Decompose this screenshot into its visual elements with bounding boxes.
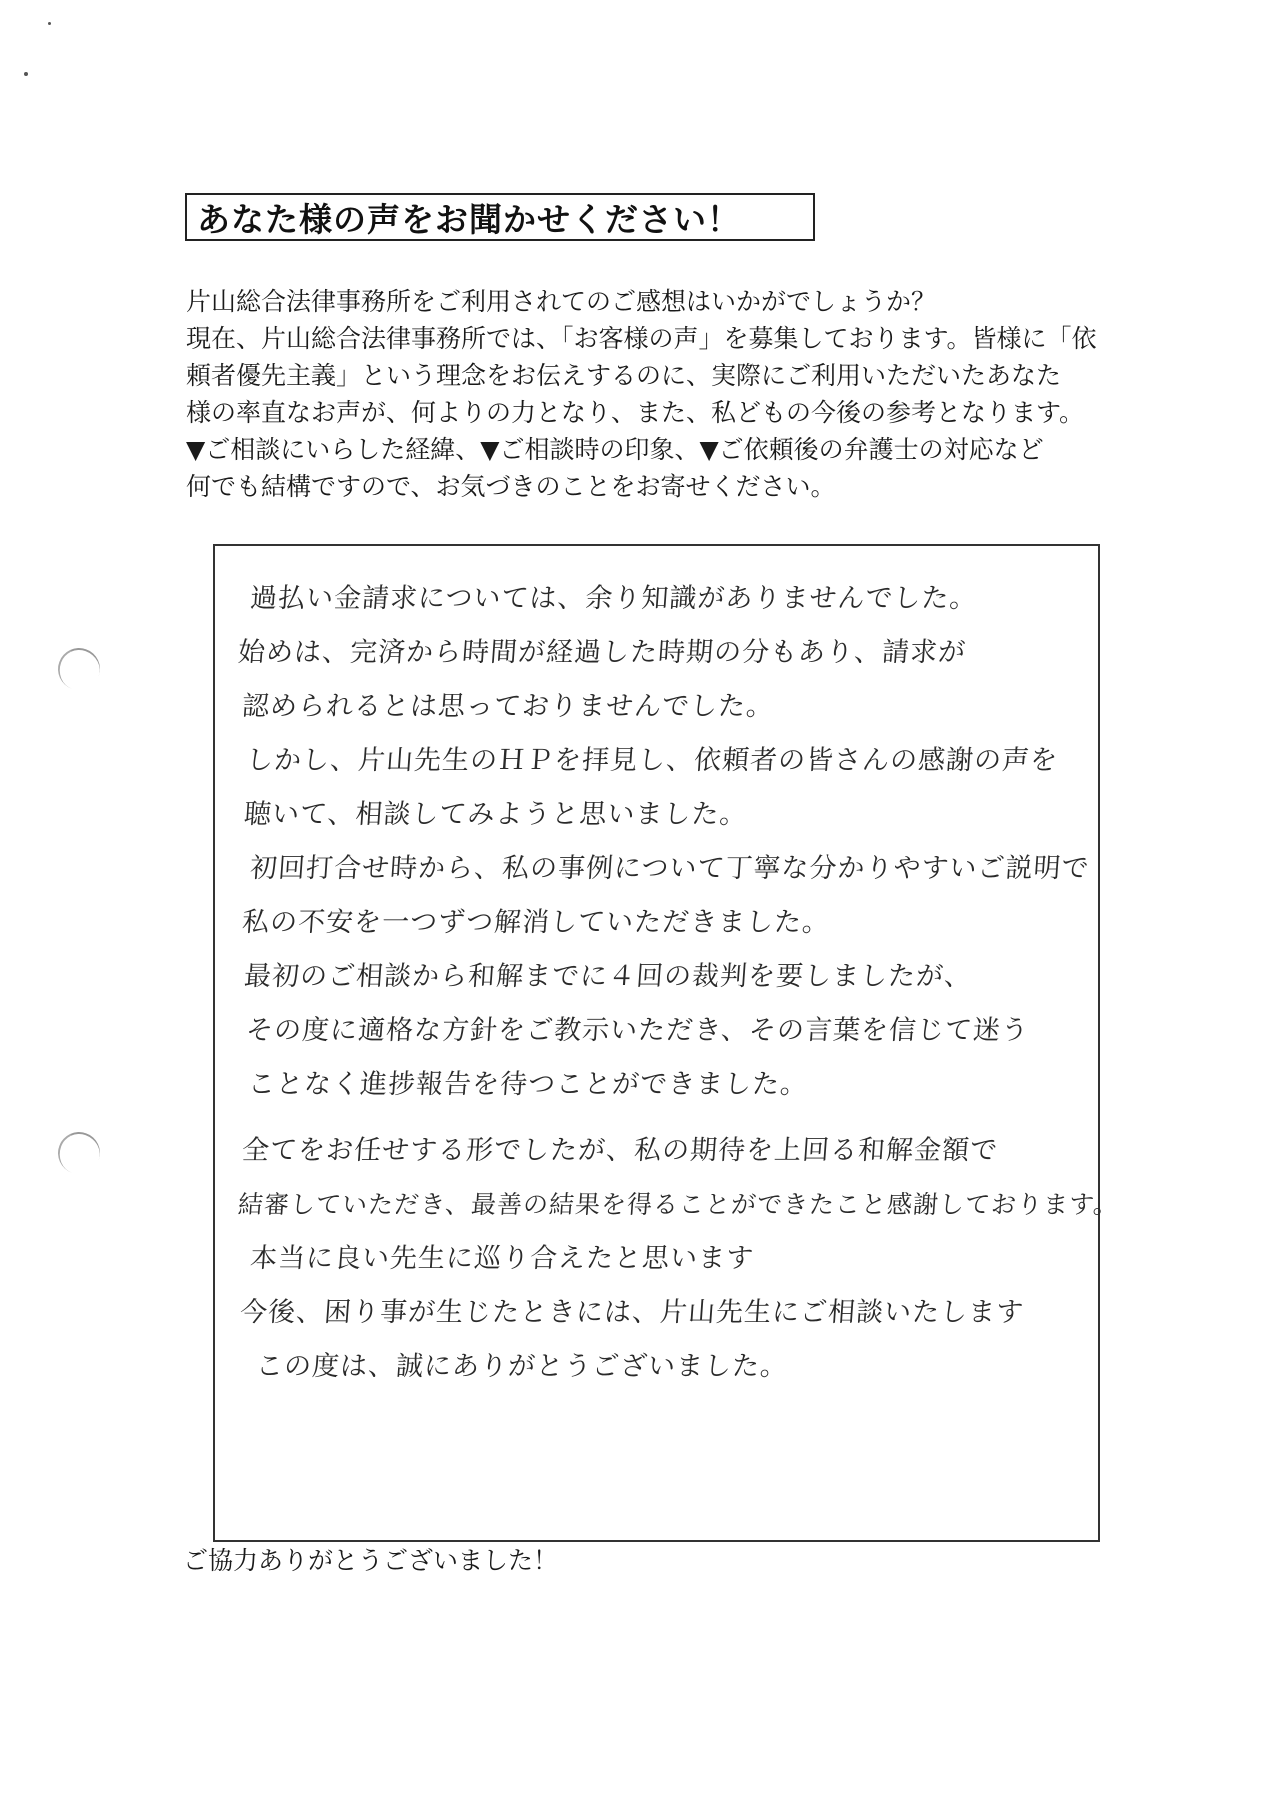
response-line: この度は、誠にありがとうございました。 (254, 1351, 790, 1382)
response-line: 初回打合せ時から、私の事例について丁寧な分かりやすいご説明で (248, 853, 1091, 884)
scan-speck (24, 72, 28, 76)
response-line: 過払い金請求については、余り知識がありませんでした。 (248, 583, 979, 614)
intro-line: 片山総合法律事務所をご利用されてのご感想はいかがでしょうか？ (186, 287, 937, 316)
intro-line: 頼者優先主義」という理念をお伝えするのに、実際にご利用いただいたあなた (186, 361, 1062, 390)
title-box (185, 193, 815, 241)
response-line: 今後、困り事が生じたときには、片山先生にご相談いたします (238, 1297, 1026, 1328)
response-line: 始めは、完済から時間が経過した時期の分もあり、請求が (236, 637, 968, 668)
response-line: しかし、片山先生のＨＰを拝見し、依頼者の皆さんの感謝の声を (244, 745, 1060, 776)
response-line: 聴いて、相談してみようと思いました。 (242, 799, 749, 830)
response-line: 結審していただき、最善の結果を得ることができたこと感謝しております。 (237, 1190, 1121, 1219)
page-title: あなた様の声をお聞かせください！ (197, 199, 741, 239)
handwritten-response (236, 572, 1121, 1394)
intro-line: 現在、片山総合法律事務所では、「お客様の声」を募集しております。皆様に「依 (186, 324, 1097, 353)
response-line: その度に適格な方針をご教示いただき、その言葉を信じて迷う (244, 1015, 1031, 1046)
intro-paragraph (186, 283, 1116, 505)
response-line: 全てをお任せする形でしたが、私の期待を上回る和解金額で (240, 1135, 1000, 1166)
punch-hole-mark (52, 642, 106, 696)
intro-line: 様の率直なお声が、何よりの力となり、また、私どもの今後の参考となります。 (186, 398, 1085, 427)
intro-line: 何でも結構ですので、お気づきのことをお寄せください。 (186, 472, 836, 501)
response-line: ことなく進捗報告を待つことができました。 (246, 1069, 810, 1100)
scan-speck (48, 22, 51, 25)
punch-hole-mark (52, 1126, 106, 1180)
response-line: 認められるとは思っておりませんでした。 (240, 691, 776, 722)
response-line: 本当に良い先生に巡り合えたと思います (248, 1243, 756, 1274)
closing-thanks: ご協力ありがとうございました！ (183, 1546, 559, 1575)
response-line: 私の不安を一つずつ解消していただきました。 (240, 907, 832, 938)
intro-line: ▼ご相談にいらした経緯、▼ご相談時の印象、▼ご依頼後の弁護士の対応など (186, 435, 1044, 464)
response-line: 最初のご相談から和解までに４回の裁判を要しましたが、 (242, 961, 974, 992)
